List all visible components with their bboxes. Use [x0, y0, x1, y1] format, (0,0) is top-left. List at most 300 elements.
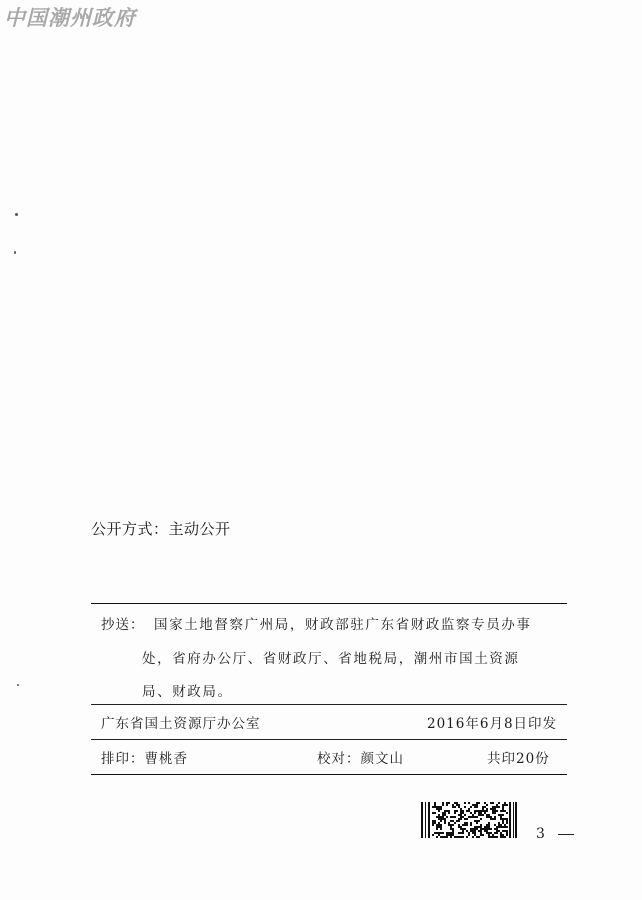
- barcode-module: [480, 828, 482, 830]
- barcode-module: [448, 832, 450, 834]
- barcode-module: [438, 834, 440, 836]
- divider-top: [91, 603, 567, 604]
- barcode-module: [462, 816, 464, 818]
- barcode-module: [438, 822, 440, 824]
- barcode-module: [488, 826, 490, 828]
- barcode-module: [436, 836, 438, 838]
- barcode-module: [484, 812, 486, 814]
- barcode-module: [468, 802, 470, 804]
- barcode-module: [464, 818, 466, 820]
- barcode-module: [456, 836, 458, 838]
- barcode-module: [436, 808, 438, 810]
- barcode-module: [486, 804, 488, 806]
- cc-label: 抄送：: [101, 617, 145, 633]
- barcode-module: [442, 818, 444, 820]
- barcode-module: [440, 820, 442, 822]
- barcode-module: [438, 808, 440, 810]
- barcode-module: [434, 804, 436, 806]
- barcode-module: [492, 836, 494, 838]
- barcode-module: [434, 812, 436, 814]
- barcode-module: [492, 806, 494, 808]
- barcode-module: [442, 814, 444, 816]
- barcode-module: [438, 826, 440, 828]
- barcode-module: [452, 806, 454, 808]
- barcode-module: [486, 826, 488, 828]
- barcode-module: [458, 826, 460, 828]
- barcode-module: [484, 802, 486, 804]
- barcode-module: [484, 828, 486, 830]
- barcode-module: [486, 828, 488, 830]
- barcode-module: [462, 836, 464, 838]
- barcode-module: [506, 834, 508, 836]
- barcode-module: [480, 830, 482, 832]
- barcode-module: [490, 816, 492, 818]
- barcode-module: [478, 810, 480, 812]
- barcode-module: [486, 830, 488, 832]
- barcode-module: [438, 816, 440, 818]
- barcode-module: [476, 826, 478, 828]
- barcode-module: [432, 812, 434, 814]
- barcode-module: [496, 810, 498, 812]
- barcode-module: [476, 804, 478, 806]
- barcode-module: [494, 818, 496, 820]
- barcode-module: [460, 808, 462, 810]
- barcode-bar: [513, 802, 514, 838]
- barcode-module: [470, 824, 472, 826]
- issuing-office: 广东省国土资源厅办公室: [101, 716, 261, 732]
- barcode-module: [472, 828, 474, 830]
- barcode-module: [480, 824, 482, 826]
- barcode-module: [462, 832, 464, 834]
- barcode-module: [480, 810, 482, 812]
- barcode-module: [492, 810, 494, 812]
- barcode-module: [474, 804, 476, 806]
- barcode-module: [484, 810, 486, 812]
- barcode-module: [478, 820, 480, 822]
- barcode-module: [460, 828, 462, 830]
- barcode-module: [458, 824, 460, 826]
- barcode-module: [498, 806, 500, 808]
- barcode-module: [476, 820, 478, 822]
- barcode-module: [466, 818, 468, 820]
- barcode-module: [476, 806, 478, 808]
- barcode-module: [454, 806, 456, 808]
- barcode-module: [470, 822, 472, 824]
- barcode-module: [504, 824, 506, 826]
- barcode-module: [442, 816, 444, 818]
- barcode-module: [442, 802, 444, 804]
- barcode-module: [444, 818, 446, 820]
- barcode-module: [504, 802, 506, 804]
- barcode-module: [482, 828, 484, 830]
- barcode-module: [506, 832, 508, 834]
- issue-date: 2016年6月8日印发: [427, 716, 558, 732]
- barcode-module: [436, 828, 438, 830]
- barcode-module: [460, 816, 462, 818]
- barcode-module: [480, 826, 482, 828]
- barcode-module: [446, 804, 448, 806]
- barcode-module: [474, 830, 476, 832]
- barcode-module: [468, 816, 470, 818]
- barcode-module: [446, 802, 448, 804]
- barcode-module: [474, 828, 476, 830]
- barcode-module: [442, 836, 444, 838]
- page-number: 3: [536, 826, 545, 842]
- barcode-module: [474, 834, 476, 836]
- barcode-module: [448, 822, 450, 824]
- barcode-module: [464, 814, 466, 816]
- barcode-module: [500, 832, 502, 834]
- barcode-module: [452, 824, 454, 826]
- barcode-module: [440, 808, 442, 810]
- barcode-module: [506, 826, 508, 828]
- barcode-module: [432, 824, 434, 826]
- barcode-module: [500, 810, 502, 812]
- barcode-module: [444, 814, 446, 816]
- cc-line: 局、财政局。: [142, 684, 233, 700]
- barcode-module: [506, 822, 508, 824]
- barcode-module: [432, 822, 434, 824]
- barcode-module: [468, 834, 470, 836]
- barcode-module: [462, 824, 464, 826]
- barcode-module: [480, 834, 482, 836]
- barcode-module: [502, 826, 504, 828]
- barcode-module: [504, 810, 506, 812]
- barcode-module: [438, 810, 440, 812]
- barcode-module: [434, 832, 436, 834]
- barcode-module: [466, 836, 468, 838]
- barcode-bar: [425, 802, 426, 838]
- scan-speck: [17, 684, 19, 686]
- barcode-module: [494, 808, 496, 810]
- barcode-module: [486, 824, 488, 826]
- barcode-module: [476, 816, 478, 818]
- barcode-module: [474, 820, 476, 822]
- barcode-module: [494, 828, 496, 830]
- barcode-module: [436, 824, 438, 826]
- barcode-module: [456, 802, 458, 804]
- barcode-module: [476, 836, 478, 838]
- barcode-module: [506, 804, 508, 806]
- barcode-module: [448, 810, 450, 812]
- barcode-module: [480, 818, 482, 820]
- barcode-module: [492, 818, 494, 820]
- barcode-module: [456, 804, 458, 806]
- barcode-module: [474, 810, 476, 812]
- barcode-module: [504, 804, 506, 806]
- watermark-logo: 中国潮州政府: [4, 5, 136, 30]
- barcode-image: [421, 802, 517, 838]
- barcode-module: [484, 806, 486, 808]
- barcode-module: [486, 808, 488, 810]
- barcode-module: [500, 824, 502, 826]
- barcode-module: [496, 828, 498, 830]
- barcode-module: [482, 808, 484, 810]
- cc-line: 处，省府办公厅、省财政厅、省地税局，潮州市国土资源: [142, 651, 520, 667]
- barcode-module: [454, 836, 456, 838]
- barcode-module: [506, 820, 508, 822]
- barcode-module: [498, 822, 500, 824]
- barcode-module: [474, 806, 476, 808]
- barcode-module: [476, 810, 478, 812]
- barcode-module: [452, 832, 454, 834]
- barcode-module: [438, 806, 440, 808]
- barcode-module: [458, 818, 460, 820]
- barcode-module: [494, 806, 496, 808]
- barcode-module: [494, 816, 496, 818]
- barcode-module: [434, 802, 436, 804]
- barcode-module: [502, 818, 504, 820]
- barcode-module: [480, 812, 482, 814]
- barcode-module: [440, 806, 442, 808]
- barcode-module: [472, 804, 474, 806]
- barcode-module: [432, 820, 434, 822]
- barcode-module: [466, 824, 468, 826]
- barcode-module: [460, 832, 462, 834]
- barcode-module: [482, 810, 484, 812]
- barcode-module: [450, 816, 452, 818]
- barcode-module: [494, 824, 496, 826]
- barcode-module: [468, 808, 470, 810]
- barcode-module: [444, 810, 446, 812]
- barcode-module: [478, 836, 480, 838]
- barcode-bar: [421, 802, 423, 838]
- barcode-module: [460, 814, 462, 816]
- barcode-module: [498, 826, 500, 828]
- barcode-module: [444, 820, 446, 822]
- barcode-module: [502, 806, 504, 808]
- barcode-module: [486, 832, 488, 834]
- barcode-module: [482, 834, 484, 836]
- barcode-module: [486, 816, 488, 818]
- barcode-module: [472, 814, 474, 816]
- barcode-module: [438, 824, 440, 826]
- barcode-module: [488, 824, 490, 826]
- barcode-module: [458, 820, 460, 822]
- barcode-module: [490, 818, 492, 820]
- proofreader: 校对：颜文山: [317, 751, 404, 767]
- barcode-module: [444, 812, 446, 814]
- barcode-module: [478, 814, 480, 816]
- barcode-module: [500, 834, 502, 836]
- barcode-module: [458, 804, 460, 806]
- barcode-bar: [515, 802, 517, 838]
- barcode-module: [478, 812, 480, 814]
- barcode-module: [464, 828, 466, 830]
- barcode-module: [492, 812, 494, 814]
- barcode-module: [454, 822, 456, 824]
- barcode-module: [436, 826, 438, 828]
- barcode-module: [440, 826, 442, 828]
- barcode-module: [448, 802, 450, 804]
- barcode-module: [504, 830, 506, 832]
- copy-count: 共印20份: [487, 751, 550, 767]
- barcode-module: [470, 828, 472, 830]
- divider-issuer: [91, 739, 567, 740]
- barcode-module: [454, 812, 456, 814]
- barcode-module: [452, 830, 454, 832]
- divider-cc: [91, 704, 567, 705]
- barcode-module: [492, 834, 494, 836]
- barcode-module: [488, 816, 490, 818]
- barcode-module: [506, 812, 508, 814]
- barcode-module: [472, 836, 474, 838]
- barcode-module: [448, 834, 450, 836]
- barcode-module: [478, 830, 480, 832]
- barcode-module: [488, 832, 490, 834]
- barcode-module: [502, 808, 504, 810]
- barcode-module: [466, 830, 468, 832]
- scan-speck: [14, 251, 16, 254]
- barcode-module: [500, 814, 502, 816]
- barcode-module: [452, 828, 454, 830]
- barcode-module: [458, 806, 460, 808]
- barcode-module: [494, 810, 496, 812]
- barcode-module: [438, 814, 440, 816]
- barcode-module: [470, 806, 472, 808]
- barcode-module: [452, 834, 454, 836]
- barcode-module: [444, 836, 446, 838]
- scan-speck: [15, 213, 18, 216]
- barcode-module: [498, 814, 500, 816]
- barcode-module: [464, 824, 466, 826]
- barcode-module: [474, 816, 476, 818]
- barcode-module: [504, 818, 506, 820]
- barcode-module: [496, 836, 498, 838]
- barcode-bar: [509, 802, 511, 838]
- barcode-module: [442, 812, 444, 814]
- barcode-module: [502, 830, 504, 832]
- barcode-module: [454, 810, 456, 812]
- barcode-module: [454, 816, 456, 818]
- barcode-module: [502, 834, 504, 836]
- barcode-module: [436, 806, 438, 808]
- barcode-module: [448, 824, 450, 826]
- barcode-module: [434, 820, 436, 822]
- barcode-module: [460, 818, 462, 820]
- barcode-module: [462, 812, 464, 814]
- barcode-module: [478, 826, 480, 828]
- barcode-module: [502, 804, 504, 806]
- barcode-module: [476, 822, 478, 824]
- barcode-module: [500, 826, 502, 828]
- barcode-module: [496, 830, 498, 832]
- barcode-module: [458, 814, 460, 816]
- barcode-module: [492, 808, 494, 810]
- barcode-module: [480, 832, 482, 834]
- cc-line: 国家土地督察广州局，财政部驻广东省财政监察专员办事: [154, 617, 532, 633]
- barcode-module: [446, 816, 448, 818]
- barcode-module: [494, 812, 496, 814]
- disclosure-method: 公开方式：主动公开: [91, 520, 231, 538]
- barcode-module: [436, 816, 438, 818]
- barcode-module: [440, 824, 442, 826]
- barcode-module: [502, 814, 504, 816]
- typesetter: 排印：曹桃香: [101, 751, 188, 767]
- barcode-module: [444, 822, 446, 824]
- barcode-module: [500, 818, 502, 820]
- barcode-module: [506, 818, 508, 820]
- barcode-module: [452, 820, 454, 822]
- barcode-module: [446, 810, 448, 812]
- barcode-module: [446, 832, 448, 834]
- barcode-module: [466, 822, 468, 824]
- barcode-module: [502, 822, 504, 824]
- barcode-module: [474, 826, 476, 828]
- barcode-module: [468, 810, 470, 812]
- barcode-module: [490, 828, 492, 830]
- barcode-module: [434, 822, 436, 824]
- barcode-module: [496, 832, 498, 834]
- divider-bottom: [91, 774, 567, 775]
- barcode-module: [450, 836, 452, 838]
- barcode-module: [470, 816, 472, 818]
- barcode-module: [502, 836, 504, 838]
- page-number-dash: [558, 834, 574, 835]
- barcode-module: [476, 802, 478, 804]
- barcode-module: [490, 802, 492, 804]
- barcode-module: [450, 832, 452, 834]
- barcode-module: [450, 826, 452, 828]
- barcode-module: [450, 834, 452, 836]
- barcode-module: [440, 828, 442, 830]
- barcode-module: [452, 804, 454, 806]
- barcode-module: [492, 802, 494, 804]
- barcode-module: [482, 814, 484, 816]
- barcode-module: [484, 826, 486, 828]
- barcode-module: [464, 802, 466, 804]
- barcode-module: [440, 832, 442, 834]
- barcode-module: [498, 830, 500, 832]
- barcode-module: [488, 828, 490, 830]
- barcode-module: [498, 824, 500, 826]
- barcode-module: [472, 816, 474, 818]
- barcode-module: [450, 824, 452, 826]
- barcode-module: [490, 836, 492, 838]
- barcode-module: [464, 822, 466, 824]
- barcode-module: [504, 826, 506, 828]
- barcode-module: [468, 832, 470, 834]
- barcode-module: [472, 830, 474, 832]
- barcode-module: [448, 812, 450, 814]
- barcode-module: [470, 812, 472, 814]
- barcode-module: [462, 830, 464, 832]
- barcode-module: [498, 802, 500, 804]
- barcode-module: [452, 816, 454, 818]
- barcode-module: [446, 834, 448, 836]
- barcode-module: [488, 834, 490, 836]
- barcode-module: [488, 836, 490, 838]
- barcode-module: [486, 814, 488, 816]
- barcode-module: [450, 820, 452, 822]
- barcode-module: [502, 820, 504, 822]
- barcode-module: [494, 836, 496, 838]
- barcode-module: [480, 814, 482, 816]
- barcode-module: [458, 832, 460, 834]
- barcode-module: [442, 804, 444, 806]
- barcode-module: [440, 818, 442, 820]
- barcode-module: [488, 822, 490, 824]
- barcode-module: [462, 828, 464, 830]
- barcode-module: [490, 808, 492, 810]
- barcode-module: [506, 830, 508, 832]
- barcode-module: [456, 820, 458, 822]
- barcode-module: [456, 810, 458, 812]
- barcode-module: [440, 836, 442, 838]
- barcode-module: [460, 810, 462, 812]
- barcode-module: [470, 830, 472, 832]
- barcode-module: [500, 836, 502, 838]
